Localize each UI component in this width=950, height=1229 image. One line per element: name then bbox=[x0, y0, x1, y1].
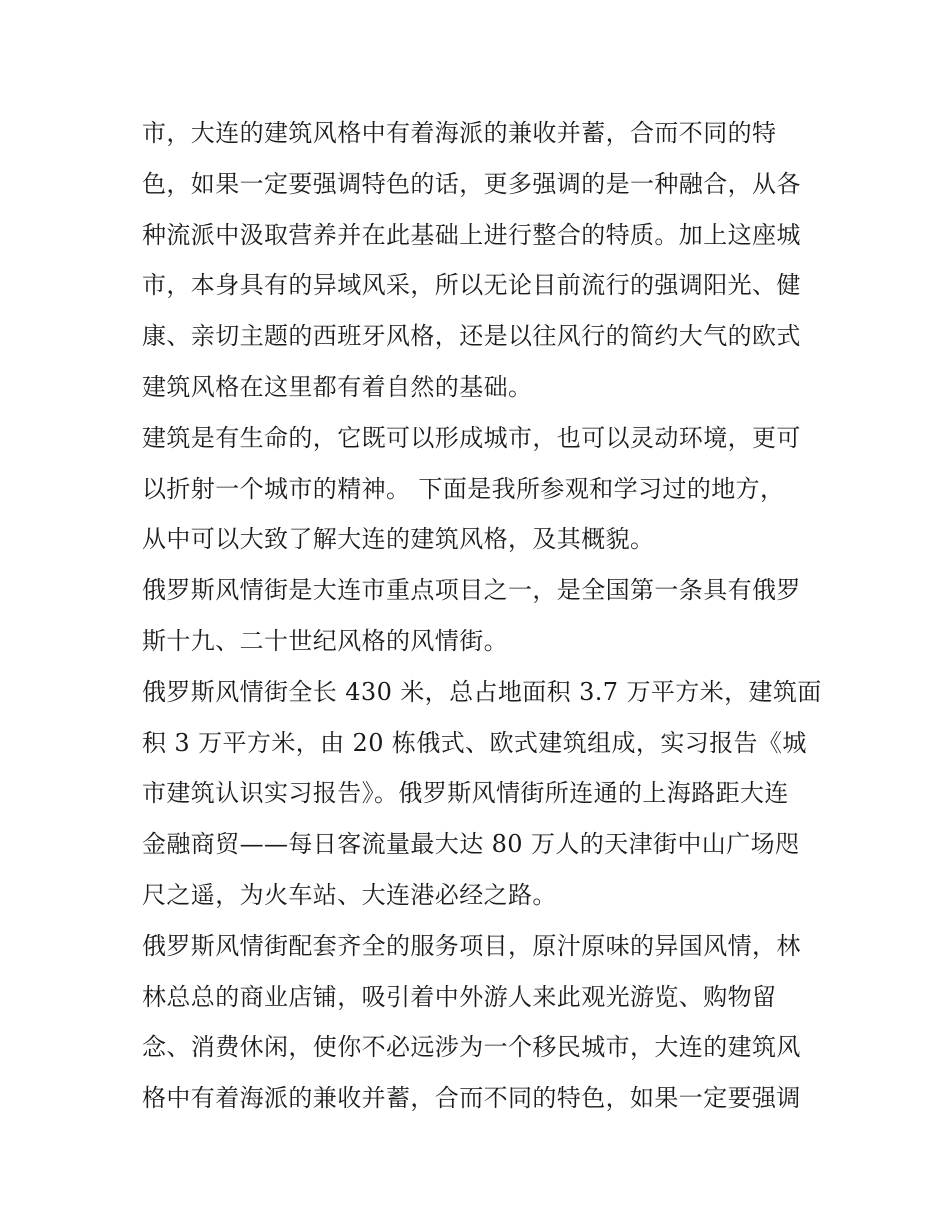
paragraph-2 bbox=[142, 413, 822, 565]
document-body bbox=[142, 108, 822, 1124]
text-line: 金融商贸——每日客流量最大达 80 万人的天津街中山广场咫 bbox=[142, 830, 800, 859]
text-line: 念、消费休闲，使你不必远涉为一个移民城市，大连的建筑风 bbox=[142, 1033, 801, 1062]
text-line: 格中有着海派的兼收并蓄，合而不同的特色，如果一定要强调 bbox=[142, 1084, 801, 1113]
text-line: 俄罗斯风情街是大连市重点项目之一，是全国第一条具有俄罗 bbox=[142, 576, 801, 605]
text-line: 俄罗斯风情街配套齐全的服务项目，原汁原味的异国风情，林 bbox=[142, 931, 801, 960]
paragraph-4 bbox=[142, 667, 822, 921]
text-line: 建筑风格在这里都有着自然的基础。 bbox=[142, 372, 533, 401]
text-line: 康、亲切主题的西班牙风格，还是以往风行的简约大气的欧式 bbox=[142, 322, 801, 351]
text-line: 市，大连的建筑风格中有着海派的兼收并蓄，合而不同的特 bbox=[142, 119, 777, 147]
text-line: 尺之遥，为火车站、大连港必经之路。 bbox=[142, 880, 557, 909]
text-line: 俄罗斯风情街全长 430 米，总占地面积 3.7 万平方米，建筑面 bbox=[142, 677, 822, 706]
paragraph-1 bbox=[142, 108, 822, 413]
text-line: 市建筑认识实习报告》。俄罗斯风情街所连通的上海路距大连 bbox=[142, 779, 789, 808]
text-line: 建筑是有生命的，它既可以形成城市，也可以灵动环境，更可 bbox=[142, 423, 801, 452]
text-line: 林总总的商业店铺，吸引着中外游人来此观光游览、购物留 bbox=[142, 982, 777, 1011]
text-line: 种流派中汲取营养并在此基础上进行整合的特质。加上这座城 bbox=[142, 220, 801, 249]
text-line: 市，本身具有的异域风采，所以无论目前流行的强调阳光、健 bbox=[142, 271, 801, 300]
text-line: 积 3 万平方米，由 20 栋俄式、欧式建筑组成，实习报告《城 bbox=[142, 728, 807, 757]
text-line: 色，如果一定要强调特色的话，更多强调的是一种融合，从各 bbox=[142, 169, 801, 198]
text-line: 从中可以大致了解大连的建筑风格，及其概貌。 bbox=[142, 525, 655, 554]
text-line: 以折射一个城市的精神。 下面是我所参观和学习过的地方， bbox=[142, 474, 785, 503]
paragraph-3 bbox=[142, 565, 822, 667]
paragraph-5 bbox=[142, 921, 822, 1124]
text-line: 斯十九、二十世纪风格的风情街。 bbox=[142, 626, 508, 655]
